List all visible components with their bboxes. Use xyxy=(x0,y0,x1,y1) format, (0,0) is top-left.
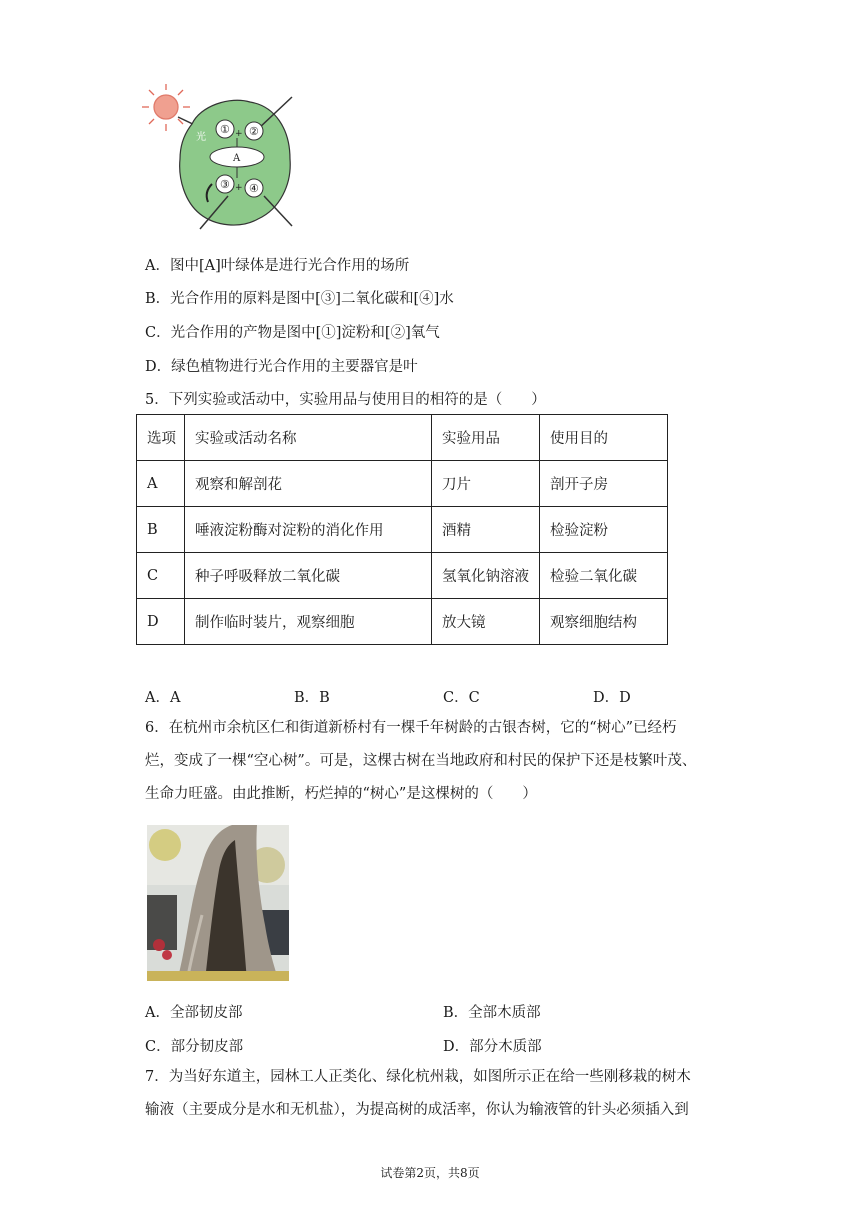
q4-option-a: A．图中[A]叶绿体是进行光合作用的场所 xyxy=(145,258,410,274)
q6-stem xyxy=(145,712,720,811)
photosynthesis-leaf-diagram xyxy=(140,84,300,234)
q6-option-c: C．部分韧皮部 xyxy=(145,1039,244,1055)
table-row xyxy=(137,461,668,507)
circle-4-label: ④ xyxy=(249,182,259,195)
q6-option-b: B．全部木质部 xyxy=(443,1005,541,1021)
table-header-cell: 使用目的 xyxy=(540,415,668,461)
table-cell: D xyxy=(137,599,185,645)
q7-stem-line: 7．为当好东道主，园林工人正类化、绿化杭州栽，如图所示正在给一些刚移栽的树木 xyxy=(145,1069,691,1085)
q6-option-a: A．全部韧皮部 xyxy=(145,1005,243,1021)
q4-option-b: B．光合作用的原料是图中[③]二氧化碳和[④]水 xyxy=(145,291,454,307)
q5-option-a: A．A xyxy=(145,690,181,706)
table-cell: 剖开子房 xyxy=(540,461,668,507)
table-header-row xyxy=(137,415,668,461)
q5-option-d: D．D xyxy=(593,690,631,706)
table-cell: A xyxy=(137,461,185,507)
chloroplast-a-label: A xyxy=(233,153,241,164)
table-row xyxy=(137,553,668,599)
q4-option-c: C．光合作用的产物是图中[①]淀粉和[②]氧气 xyxy=(145,325,440,341)
table-cell: 制作临时装片，观察细胞 xyxy=(185,599,432,645)
table-cell: B xyxy=(137,507,185,553)
hollow-ginkgo-tree-photo xyxy=(147,825,289,981)
circle-1-label: ① xyxy=(220,123,230,136)
table-header-cell: 实验用品 xyxy=(432,415,540,461)
q7-stem xyxy=(145,1061,720,1127)
page-footer: 试卷第2页，共8页 xyxy=(380,1166,480,1180)
table-cell: 种子呼吸释放二氧化碳 xyxy=(185,553,432,599)
table-cell: 观察和解剖花 xyxy=(185,461,432,507)
table-cell: 检验二氧化碳 xyxy=(540,553,668,599)
circle-2-label: ② xyxy=(249,125,259,138)
table-cell: 检验淀粉 xyxy=(540,507,668,553)
table-cell: 酒精 xyxy=(432,507,540,553)
table-cell: 氢氧化钠溶液 xyxy=(432,553,540,599)
q6-stem-line: 6．在杭州市余杭区仁和街道新桥村有一棵千年树龄的古银杏树，它的“树心”已经朽 xyxy=(145,720,677,736)
light-label: 光 xyxy=(196,132,206,143)
q5-option-c: C．C xyxy=(443,690,480,706)
q7-stem-line: 输液（主要成分是水和无机盐），为提高树的成活率，你认为输液管的针头必须插入到 xyxy=(145,1102,689,1118)
q5-stem: 5．下列实验或活动中，实验用品与使用目的相符的是（ ） xyxy=(145,392,546,408)
table-row xyxy=(137,599,668,645)
table-cell: 观察细胞结构 xyxy=(540,599,668,645)
plus-bottom: + xyxy=(235,183,243,193)
table-row xyxy=(137,507,668,553)
table-header-cell: 选项 xyxy=(137,415,185,461)
table-header-cell: 实验或活动名称 xyxy=(185,415,432,461)
q4-option-d: D．绿色植物进行光合作用的主要器官是叶 xyxy=(145,359,418,375)
table-cell: C xyxy=(137,553,185,599)
plus-top: + xyxy=(235,129,243,139)
circle-3-label: ③ xyxy=(220,178,230,191)
q5-experiment-table xyxy=(136,414,668,645)
sun-icon xyxy=(142,84,190,131)
q6-stem-line: 烂，变成了一棵“空心树”。可是，这棵古树在当地政府和村民的保护下还是枝繁叶茂、 xyxy=(145,753,697,769)
table-cell: 刀片 xyxy=(432,461,540,507)
q6-option-d: D．部分木质部 xyxy=(443,1039,542,1055)
table-cell: 放大镜 xyxy=(432,599,540,645)
table-cell: 唾液淀粉酶对淀粉的消化作用 xyxy=(185,507,432,553)
q5-option-b: B．B xyxy=(294,690,330,706)
q6-stem-line: 生命力旺盛。由此推断，朽烂掉的“树心”是这棵树的（ ） xyxy=(145,786,537,802)
